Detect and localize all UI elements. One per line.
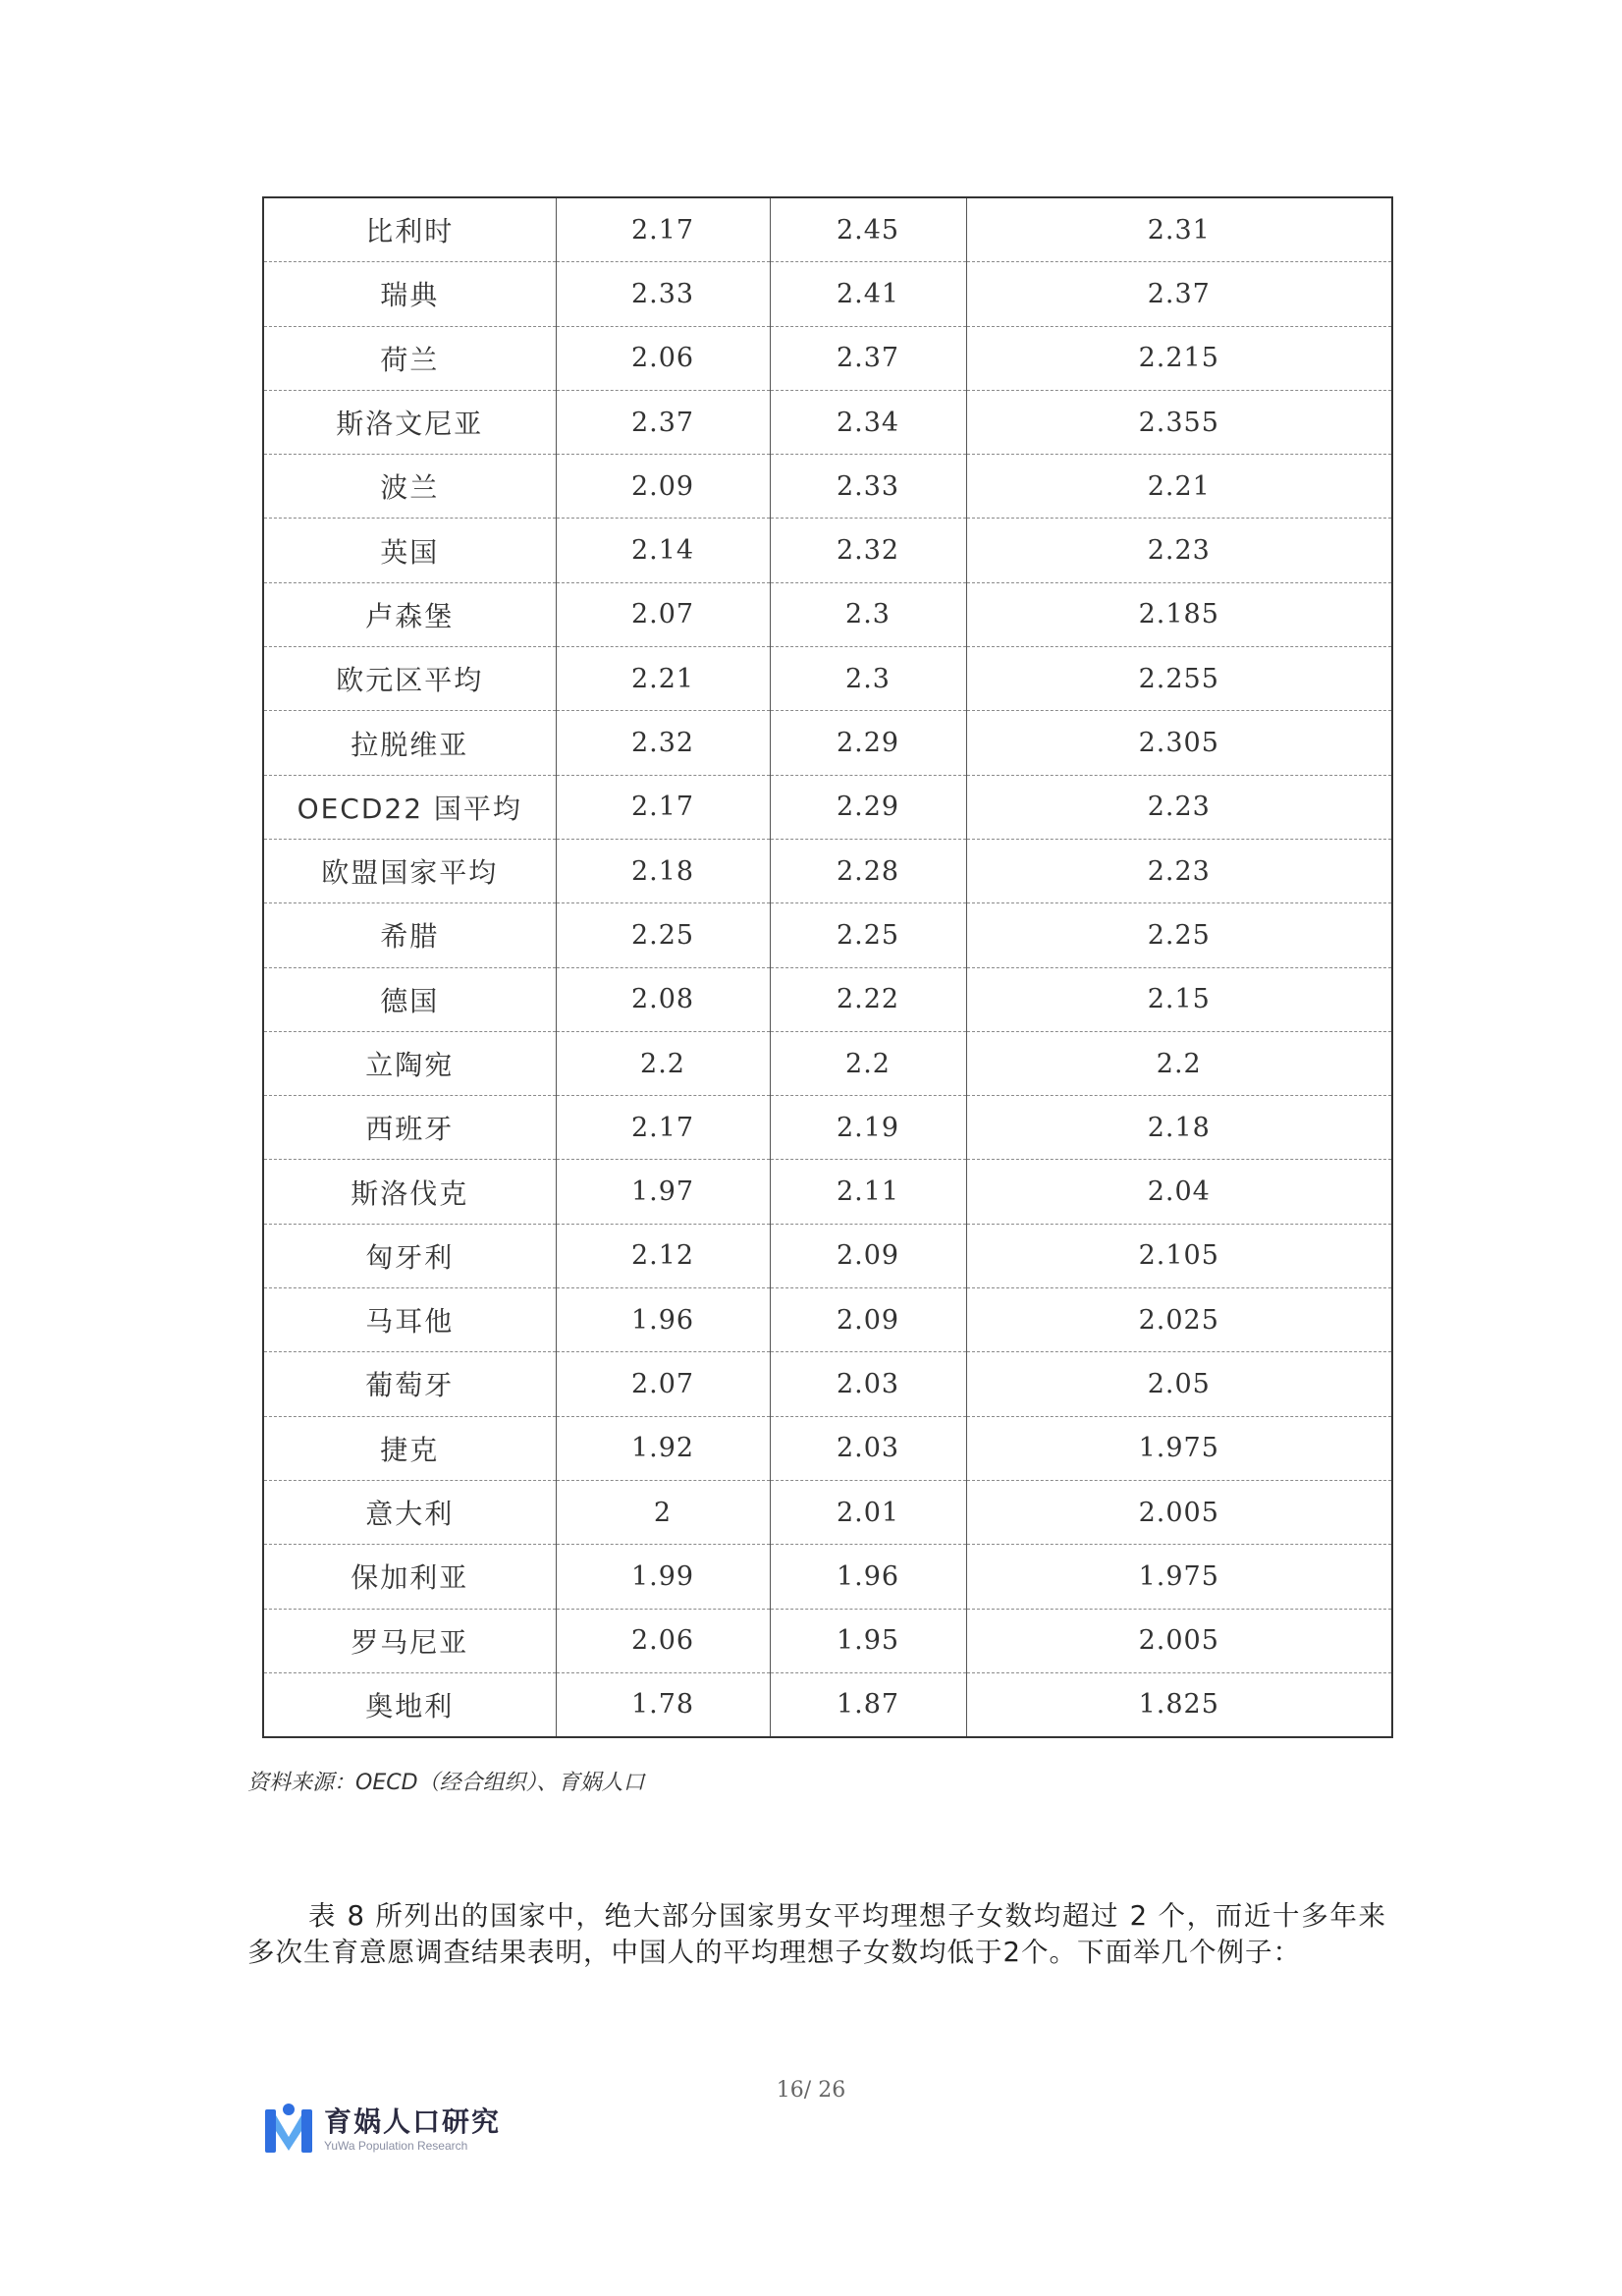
value-cell: 2.37 xyxy=(556,390,770,454)
value-cell: 2.31 xyxy=(966,197,1392,262)
value-cell: 2.255 xyxy=(966,647,1392,711)
country-cell: 意大利 xyxy=(263,1480,556,1544)
country-cell: 波兰 xyxy=(263,455,556,519)
value-cell: 2.25 xyxy=(966,903,1392,967)
table-row xyxy=(263,711,1392,775)
value-cell: 2.14 xyxy=(556,519,770,582)
value-cell: 2.23 xyxy=(966,519,1392,582)
logo-text xyxy=(324,2105,501,2153)
value-cell: 2.01 xyxy=(770,1480,966,1544)
country-cell: 比利时 xyxy=(263,197,556,262)
country-cell: 荷兰 xyxy=(263,326,556,390)
value-cell: 2.07 xyxy=(556,582,770,646)
table-row xyxy=(263,262,1392,326)
value-cell: 2.17 xyxy=(556,197,770,262)
ideal-children-table xyxy=(262,196,1393,1738)
logo-name-cn: 育娲人口研究 xyxy=(324,2105,502,2138)
value-cell: 2.23 xyxy=(966,775,1392,839)
value-cell: 2.33 xyxy=(770,455,966,519)
value-cell: 2.22 xyxy=(770,967,966,1031)
value-cell: 2.17 xyxy=(556,775,770,839)
table-row xyxy=(263,519,1392,582)
table-row xyxy=(263,1480,1392,1544)
value-cell: 2.34 xyxy=(770,390,966,454)
value-cell: 2.32 xyxy=(556,711,770,775)
value-cell: 2.005 xyxy=(966,1609,1392,1672)
value-cell: 2.37 xyxy=(770,326,966,390)
value-cell: 2.17 xyxy=(556,1096,770,1160)
value-cell: 2.41 xyxy=(770,262,966,326)
country-cell: OECD22 国平均 xyxy=(263,775,556,839)
value-cell: 2.33 xyxy=(556,262,770,326)
table-row xyxy=(263,1288,1392,1352)
table-row xyxy=(263,455,1392,519)
value-cell: 2.37 xyxy=(966,262,1392,326)
value-cell: 2.21 xyxy=(556,647,770,711)
value-cell: 2.09 xyxy=(556,455,770,519)
value-cell: 2.06 xyxy=(556,1609,770,1672)
table-row xyxy=(263,967,1392,1031)
country-cell: 罗马尼亚 xyxy=(263,1609,556,1672)
value-cell: 2.11 xyxy=(770,1160,966,1224)
value-cell: 2 xyxy=(556,1480,770,1544)
table-row xyxy=(263,775,1392,839)
country-cell: 斯洛伐克 xyxy=(263,1160,556,1224)
value-cell: 1.87 xyxy=(770,1672,966,1737)
value-cell: 1.96 xyxy=(556,1288,770,1352)
country-cell: 奥地利 xyxy=(263,1672,556,1737)
value-cell: 1.78 xyxy=(556,1672,770,1737)
country-cell: 德国 xyxy=(263,967,556,1031)
table-row xyxy=(263,1224,1392,1287)
table-row xyxy=(263,1545,1392,1609)
table-row xyxy=(263,1096,1392,1160)
value-cell: 2.03 xyxy=(770,1416,966,1480)
country-cell: 匈牙利 xyxy=(263,1224,556,1287)
country-cell: 欧元区平均 xyxy=(263,647,556,711)
logo-name-en: YuWa Population Research xyxy=(324,2139,468,2153)
value-cell: 2.215 xyxy=(966,326,1392,390)
value-cell: 1.97 xyxy=(556,1160,770,1224)
country-cell: 保加利亚 xyxy=(263,1545,556,1609)
value-cell: 2.05 xyxy=(966,1352,1392,1416)
value-cell: 2.12 xyxy=(556,1224,770,1287)
value-cell: 2.32 xyxy=(770,519,966,582)
table-row xyxy=(263,1609,1392,1672)
body-paragraph: 表 8 所列出的国家中，绝大部分国家男女平均理想子女数均超过 2 个，而近十多年来多次生育意愿调查结果表明，中国人的平均理想子女数均低于2个。下面举几个例子： xyxy=(247,1899,1386,1968)
value-cell: 2.45 xyxy=(770,197,966,262)
page-number: 16/ 26 xyxy=(776,2078,846,2103)
value-cell: 2.06 xyxy=(556,326,770,390)
table-row xyxy=(263,1031,1392,1095)
table-body xyxy=(263,197,1392,1737)
value-cell: 2.25 xyxy=(770,903,966,967)
value-cell: 2.03 xyxy=(770,1352,966,1416)
value-cell: 2.25 xyxy=(556,903,770,967)
value-cell: 2.08 xyxy=(556,967,770,1031)
table-row xyxy=(263,647,1392,711)
country-cell: 西班牙 xyxy=(263,1096,556,1160)
value-cell: 2.355 xyxy=(966,390,1392,454)
value-cell: 2.185 xyxy=(966,582,1392,646)
value-cell: 2.09 xyxy=(770,1224,966,1287)
value-cell: 2.28 xyxy=(770,839,966,902)
value-cell: 1.975 xyxy=(966,1545,1392,1609)
value-cell: 2.105 xyxy=(966,1224,1392,1287)
yuwa-logo-icon xyxy=(263,2102,314,2157)
table-row xyxy=(263,1416,1392,1480)
country-cell: 拉脱维亚 xyxy=(263,711,556,775)
country-cell: 马耳他 xyxy=(263,1288,556,1352)
table-row xyxy=(263,326,1392,390)
value-cell: 2.19 xyxy=(770,1096,966,1160)
value-cell: 1.96 xyxy=(770,1545,966,1609)
value-cell: 2.04 xyxy=(966,1160,1392,1224)
value-cell: 2.23 xyxy=(966,839,1392,902)
value-cell: 2.15 xyxy=(966,967,1392,1031)
country-cell: 希腊 xyxy=(263,903,556,967)
value-cell: 2.18 xyxy=(966,1096,1392,1160)
value-cell: 1.92 xyxy=(556,1416,770,1480)
table-row xyxy=(263,903,1392,967)
table-row xyxy=(263,1160,1392,1224)
table-row xyxy=(263,390,1392,454)
table-row xyxy=(263,197,1392,262)
value-cell: 2.29 xyxy=(770,775,966,839)
source-note: 资料来源：OECD（经合组织）、育娲人口 xyxy=(247,1771,645,1795)
value-cell: 2.3 xyxy=(770,647,966,711)
value-cell: 2.07 xyxy=(556,1352,770,1416)
value-cell: 2.21 xyxy=(966,455,1392,519)
country-cell: 葡萄牙 xyxy=(263,1352,556,1416)
value-cell: 2.2 xyxy=(556,1031,770,1095)
value-cell: 2.305 xyxy=(966,711,1392,775)
value-cell: 1.825 xyxy=(966,1672,1392,1737)
table-row xyxy=(263,839,1392,902)
brand-logo xyxy=(263,2102,501,2157)
value-cell: 2.29 xyxy=(770,711,966,775)
country-cell: 欧盟国家平均 xyxy=(263,839,556,902)
country-cell: 卢森堡 xyxy=(263,582,556,646)
value-cell: 2.3 xyxy=(770,582,966,646)
table-row xyxy=(263,1352,1392,1416)
value-cell: 2.2 xyxy=(770,1031,966,1095)
country-cell: 英国 xyxy=(263,519,556,582)
country-cell: 立陶宛 xyxy=(263,1031,556,1095)
value-cell: 2.2 xyxy=(966,1031,1392,1095)
value-cell: 2.09 xyxy=(770,1288,966,1352)
country-cell: 斯洛文尼亚 xyxy=(263,390,556,454)
country-cell: 捷克 xyxy=(263,1416,556,1480)
value-cell: 2.005 xyxy=(966,1480,1392,1544)
value-cell: 1.975 xyxy=(966,1416,1392,1480)
value-cell: 1.95 xyxy=(770,1609,966,1672)
value-cell: 2.18 xyxy=(556,839,770,902)
value-cell: 2.025 xyxy=(966,1288,1392,1352)
country-cell: 瑞典 xyxy=(263,262,556,326)
value-cell: 1.99 xyxy=(556,1545,770,1609)
table-row xyxy=(263,1672,1392,1737)
table-row xyxy=(263,582,1392,646)
